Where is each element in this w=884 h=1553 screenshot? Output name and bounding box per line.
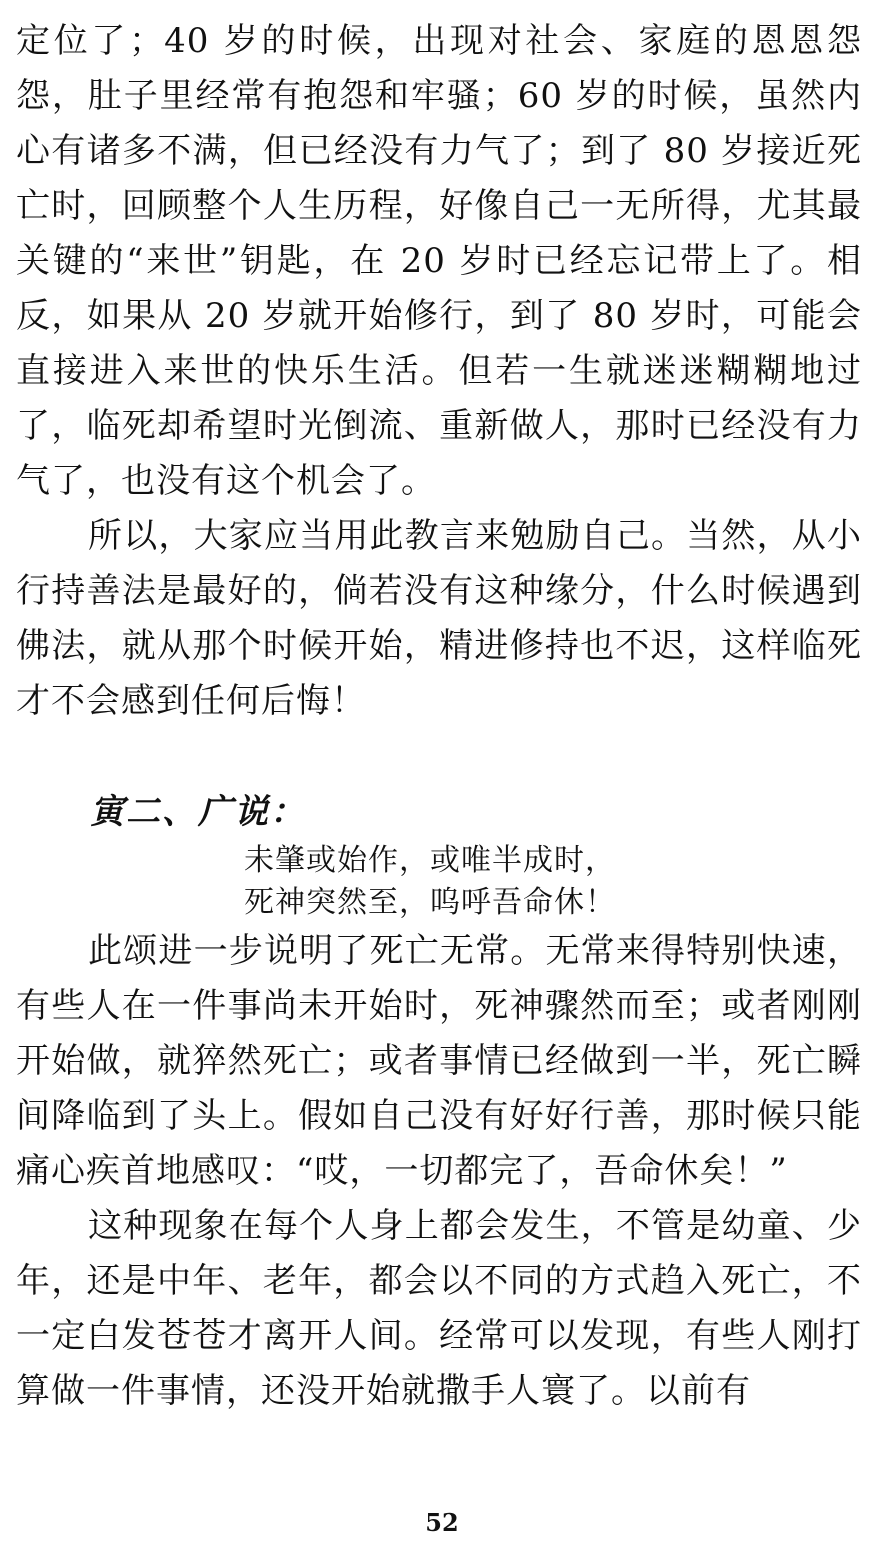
section-heading: 寅二、广说：	[90, 792, 306, 832]
paragraph-3: 此颂进一步说明了死亡无常。无常来得特别快速，有些人在一件事尚未开始时，死神骤然而至；或者刚刚开始做，就猝然死亡；或者事情已经做到一半，死亡瞬间降临到了头上。假如自己没有好好行善，那时候只能痛心疾首地感叹：“哎，一切都完了，吾命休矣！”	[16, 931, 862, 1191]
page-body	[16, 14, 862, 1419]
paragraph-1: 定位了；40 岁的时候，出现对社会、家庭的恩恩怨怨，肚子里经常有抱怨和牢骚；60 岁的时候，虽然内心有诸多不满，但已经没有力气了；到了 80 岁接近死亡时，回顾整个人生历程，好像自己一无所得，尤其最关键的“来世”钥匙，在 20 岁时已经忘记带上了。相反，如果从 20 岁就开始修行，到了 80 岁时，可能会直接进入来世的快乐生活。但若一生就迷迷糊糊地过了，临死却希望时光倒流、重新做人，那时已经没有力气了，也没有这个机会了。	[16, 21, 862, 501]
paragraph-4: 这种现象在每个人身上都会发生，不管是幼童、少年，还是中年、老年，都会以不同的方式趋入死亡，不一定白发苍苍才离开人间。经常可以发现，有些人刚打算做一件事情，还没开始就撒手人寰了。以前有	[16, 1206, 862, 1411]
paragraph-2: 所以，大家应当用此教言来勉励自己。当然，从小行持善法是最好的，倘若没有这种缘分，什么时候遇到佛法，就从那个时候开始，精进修持也不迟，这样临死才不会感到任何后悔！	[16, 516, 862, 721]
section-spacer	[16, 729, 862, 785]
verse-line-1: 未肇或始作，或唯半成时，	[244, 843, 616, 878]
verse-line-2: 死神突然至，呜呼吾命休！	[244, 885, 616, 920]
page-number: 52	[425, 1508, 459, 1537]
